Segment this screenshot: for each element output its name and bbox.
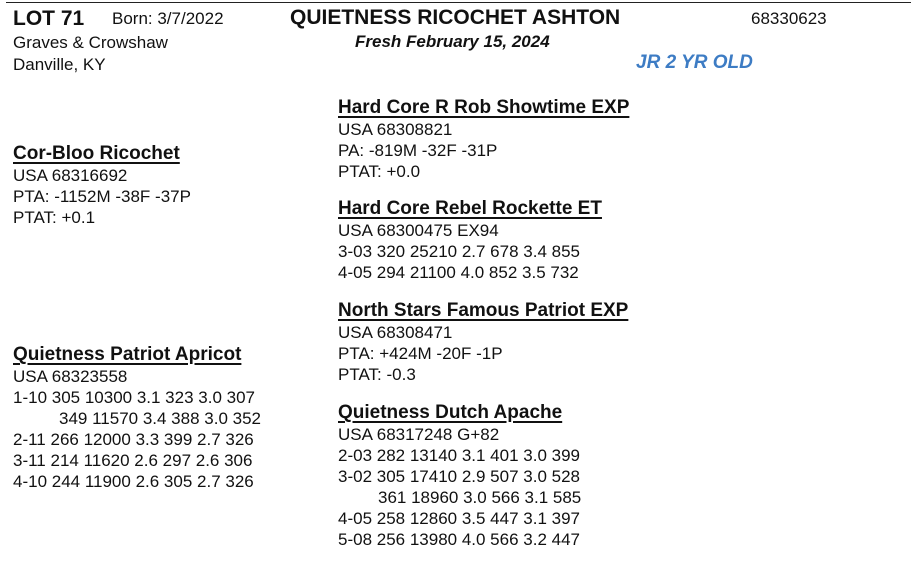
- dam-sire-line: PTA: +424M -20F -1P: [338, 344, 503, 363]
- sire-line: USA 68316692: [13, 166, 128, 185]
- dam-name: Quietness Patriot Apricot: [13, 344, 242, 365]
- registration-number: 68330623: [751, 9, 827, 28]
- lot-number: LOT 71: [13, 7, 85, 30]
- sire-sire-line: USA 68308821: [338, 120, 453, 139]
- dam-line: 349 11570 3.4 388 3.0 352: [59, 409, 261, 428]
- dam-dam-block: [338, 402, 581, 550]
- dam-line: 2-11 266 12000 3.3 399 2.7 326: [13, 430, 254, 449]
- animal-name: QUIETNESS RICOCHET ASHTON: [290, 6, 621, 29]
- dam-line: 4-10 244 11900 2.6 305 2.7 326: [13, 472, 254, 491]
- dam-sire-line: USA 68308471: [338, 323, 453, 342]
- dam-sire-name: North Stars Famous Patriot EXP: [338, 300, 629, 321]
- dam-dam-line: 5-08 256 13980 4.0 566 3.2 447: [338, 530, 580, 549]
- dam-block: [13, 344, 261, 492]
- sire-name: Cor-Bloo Ricochet: [13, 143, 180, 164]
- dam-dam-line: 2-03 282 13140 3.1 401 3.0 399: [338, 446, 580, 465]
- birth-date: Born: 3/7/2022: [112, 9, 224, 28]
- sire-dam-name: Hard Core Rebel Rockette ET: [338, 198, 602, 219]
- sire-dam-line: USA 68300475 EX94: [338, 221, 499, 240]
- dam-sire-block: [338, 300, 628, 385]
- sire-sire-line: PTAT: +0.0: [338, 162, 421, 181]
- sire-dam-line: 3-03 320 25210 2.7 678 3.4 855: [338, 242, 580, 261]
- dam-line: 3-11 214 11620 2.6 297 2.6 306: [13, 451, 253, 470]
- sire-dam-block: [338, 198, 602, 283]
- fresh-date: Fresh February 15, 2024: [355, 32, 550, 51]
- sire-sire-block: [338, 97, 629, 182]
- sire-block: [13, 143, 191, 228]
- sire-line: PTAT: +0.1: [13, 208, 96, 227]
- sire-dam-line: 4-05 294 21100 4.0 852 3.5 732: [338, 263, 579, 282]
- dam-dam-line: 4-05 258 12860 3.5 447 3.1 397: [338, 509, 580, 528]
- sire-sire-name: Hard Core R Rob Showtime EXP: [338, 97, 630, 118]
- sire-line: PTA: -1152M -38F -37P: [13, 187, 191, 206]
- owner-name: Graves & Crowshaw: [13, 33, 168, 52]
- dam-line: USA 68323558: [13, 367, 128, 386]
- dam-sire-line: PTAT: -0.3: [338, 365, 416, 384]
- dam-line: 1-10 305 10300 3.1 323 3.0 307: [13, 388, 255, 407]
- owner-location: Danville, KY: [13, 55, 106, 74]
- dam-dam-line: 3-02 305 17410 2.9 507 3.0 528: [338, 467, 580, 486]
- sire-sire-line: PA: -819M -32F -31P: [338, 141, 498, 160]
- dam-dam-name: Quietness Dutch Apache: [338, 402, 563, 423]
- dam-dam-line: USA 68317248 G+82: [338, 425, 500, 444]
- header-rule: [6, 2, 911, 3]
- dam-dam-line: 361 18960 3.0 566 3.1 585: [378, 488, 582, 507]
- class-label: JR 2 YR OLD: [636, 52, 753, 73]
